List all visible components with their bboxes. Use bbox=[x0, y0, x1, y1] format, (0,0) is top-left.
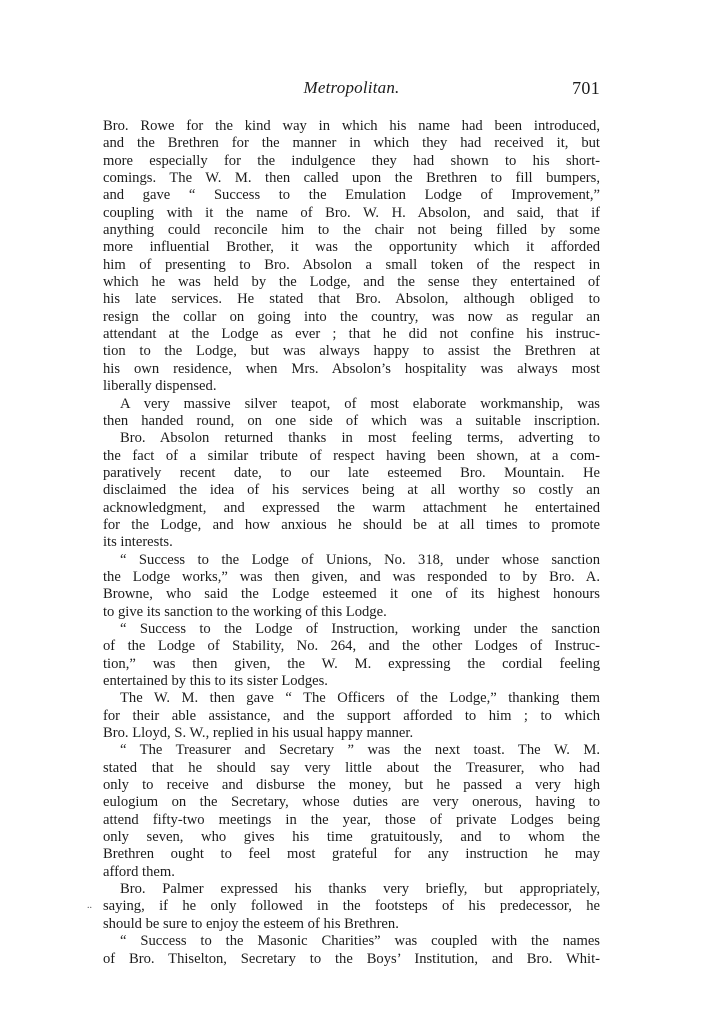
text-line: then handed round, on one side of which was a suitable inscription. bbox=[103, 412, 600, 429]
text-line: his late services. He stated that Bro. Absolon, although obliged to bbox=[103, 291, 600, 308]
text-line: The W. M. then gave “ The Officers of the Lodge,” thanking them bbox=[120, 690, 600, 707]
text-line: him of presenting to Bro. Absolon a small token of the respect in bbox=[103, 256, 600, 273]
text-line: “ Success to the Lodge of Instruction, working under the sanction bbox=[120, 620, 600, 637]
text-line: only seven, who gives his time gratuitously, and to whom the bbox=[103, 829, 600, 846]
margin-mark: .. bbox=[87, 900, 92, 911]
text-line: should be sure to enjoy the esteem of his Brethren. bbox=[103, 915, 399, 932]
text-line: tion to the Lodge, but was always happy to assist the Brethren at bbox=[103, 343, 600, 360]
text-line: “ Success to the Lodge of Unions, No. 318, under whose sanction bbox=[120, 551, 600, 568]
text-line: eulogium on the Secretary, whose duties are very onerous, having to bbox=[103, 794, 600, 811]
text-line: to give its sanction to the working of this Lodge. bbox=[103, 603, 387, 620]
text-line: Bro. Lloyd, S. W., replied in his usual happy manner. bbox=[103, 725, 414, 742]
text-line: paratively recent date, to our late esteemed Bro. Mountain. He bbox=[103, 464, 600, 481]
text-line: “ The Treasurer and Secretary ” was the next toast. The W. M. bbox=[120, 742, 600, 759]
text-line: saying, if he only followed in the footsteps of his predecessor, he bbox=[103, 898, 600, 915]
text-line: attendant at the Lodge as ever ; that he did not confine his instruc- bbox=[103, 326, 600, 343]
text-line: only to receive and disburse the money, but he passed a very high bbox=[103, 777, 600, 794]
text-line: “ Success to the Masonic Charities” was coupled with the names bbox=[120, 933, 600, 950]
text-line: for their able assistance, and the support afforded to him ; to which bbox=[103, 707, 600, 724]
text-line: which he was held by the Lodge, and the sense they entertained of bbox=[103, 274, 600, 291]
text-line: Bro. Palmer expressed his thanks very briefly, but appropriately, bbox=[120, 881, 600, 898]
text-line: of the Lodge of Stability, No. 264, and the other Lodges of Instruc- bbox=[103, 638, 600, 655]
page-number: 701 bbox=[572, 78, 600, 98]
text-line: afford them. bbox=[103, 863, 175, 880]
text-line: Bro. Rowe for the kind way in which his name had been introduced, bbox=[103, 118, 600, 134]
text-line: acknowledgment, and expressed the warm attachment he entertained bbox=[103, 499, 600, 516]
body-text bbox=[103, 118, 600, 968]
text-line: disclaimed the idea of his services being at all worthy so costly an bbox=[103, 482, 600, 499]
text-line: A very massive silver teapot, of most elaborate workmanship, was bbox=[120, 395, 600, 412]
text-line: of Bro. Thiselton, Secretary to the Boys’ Institution, and Bro. Whit- bbox=[103, 950, 600, 967]
running-title: Metropolitan. bbox=[303, 78, 400, 97]
text-line: attend fifty-two meetings in the year, those of private Lodges being bbox=[103, 811, 600, 828]
running-head bbox=[103, 78, 600, 104]
text-line: its interests. bbox=[103, 534, 173, 551]
text-line: Browne, who said the Lodge esteemed it one of its highest honours bbox=[103, 586, 600, 603]
text-line: Bro. Absolon returned thanks in most feeling terms, adverting to bbox=[120, 430, 600, 447]
text-line: the fact of a similar tribute of respect having been shown, at a com- bbox=[103, 447, 600, 464]
text-line: resign the collar on going into the country, was now as regular an bbox=[103, 308, 600, 325]
text-line: more especially for the indulgence they had shown to his short- bbox=[103, 152, 600, 169]
text-line: and the Brethren for the manner in which they had received it, but bbox=[103, 135, 600, 152]
text-line: for the Lodge, and how anxious he should be at all times to promote bbox=[103, 516, 600, 533]
text-line: entertained by this to its sister Lodges. bbox=[103, 673, 328, 689]
text-line: stated that he should say very little about the Treasurer, who had bbox=[103, 759, 600, 776]
text-line: tion,” was then given, the W. M. expressing the cordial feeling bbox=[103, 655, 600, 672]
text-line: anything could reconcile him to the chair not being filled by some bbox=[103, 222, 600, 239]
text-line: and gave “ Success to the Emulation Lodge of Improvement,” bbox=[103, 187, 600, 204]
text-line: more influential Brother, it was the opportunity which it afforded bbox=[103, 239, 600, 256]
text-line: coupling with it the name of Bro. W. H. Absolon, and said, that if bbox=[103, 204, 600, 221]
text-line: comings. The W. M. then called upon the Brethren to fill bumpers, bbox=[103, 170, 600, 187]
text-line: his own residence, when Mrs. Absolon’s hospitality was always most bbox=[103, 360, 600, 377]
text-line: liberally dispensed. bbox=[103, 378, 217, 395]
text-line: Brethren ought to feel most grateful for any instruction he may bbox=[103, 846, 600, 863]
text-line: the Lodge works,” was then given, and was responded to by Bro. A. bbox=[103, 568, 600, 585]
